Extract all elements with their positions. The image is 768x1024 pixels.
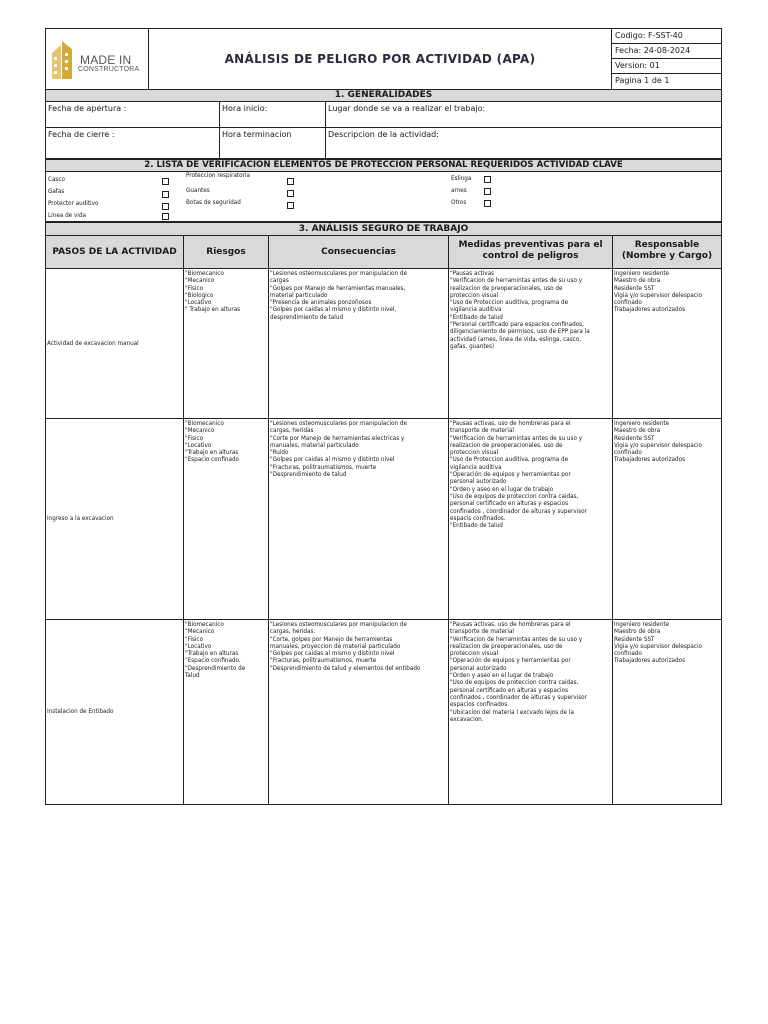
riesgos-line: "Espacio confinado.	[185, 657, 241, 665]
hora-inicio-label: Hora inicio:	[222, 104, 268, 113]
responsable-list	[614, 621, 720, 665]
medidas-line: "Pausas activas, uso de hombreras para el	[450, 420, 571, 427]
consecuencias-line: "Fracturas, politraumatismos, muerte	[270, 463, 377, 471]
title-cell	[148, 28, 612, 90]
descripcion-field[interactable]	[325, 127, 722, 159]
medidas-line: "Ubicacion del materia l excvado lejos de la	[450, 708, 574, 716]
consecuencias-line: material particulado	[270, 291, 328, 299]
epp-checkbox-eslinga[interactable]	[484, 176, 491, 183]
hora-terminacion-field[interactable]	[219, 127, 326, 159]
epp-checkbox-otros[interactable]	[484, 200, 491, 207]
table-cell-consecuencias	[268, 418, 449, 620]
medidas-line: "Uso de Proteccion auditiva, programa de	[450, 299, 569, 307]
medidas-line: "Entibado de talud	[450, 522, 503, 530]
col-header-medidas-line1: Medidas preventivas para el	[458, 240, 603, 250]
riesgos-line: "Biomecanico	[185, 621, 224, 628]
epp-checkbox-arnes[interactable]	[484, 188, 491, 195]
table-cell-riesgos	[183, 268, 269, 419]
medidas-line: personal autorizado	[450, 664, 507, 672]
consecuencias-line: "Lesiones osteomusculares por manipulacion de	[270, 270, 407, 277]
medidas-line: espacis confinados.	[450, 514, 506, 522]
medidas-line: transporte de material	[450, 628, 514, 636]
consecuencias-line: "Lesiones osteomusculares por manipulacion de	[270, 621, 407, 628]
responsable-line: Maestro de obra	[614, 427, 661, 435]
riesgos-line: "Mecanico	[185, 628, 215, 636]
medidas-list	[450, 621, 611, 723]
meta-version: Version: 01	[611, 58, 722, 74]
epp-checkbox-botas-de-seguridad[interactable]	[287, 202, 294, 209]
logo-text-constructora: CONSTRUCTORA	[78, 66, 140, 73]
riesgos-line: "Desprendimiento de	[185, 664, 246, 672]
medidas-line: confinados , coordinador de alturas y supervisor	[450, 693, 587, 701]
section-epp-title: 2. LISTA DE VERIFICACIÓN ELEMENTOS DE PROTECCIÓN PERSONAL REQUERIDOS ACTIVIDAD CLAVE	[45, 159, 722, 172]
medidas-line: personal certificado en alturas y espacios	[450, 686, 569, 694]
riesgos-line: "Biologico	[185, 291, 214, 299]
riesgos-list	[185, 621, 267, 679]
medidas-line: gafas, guantes)	[450, 342, 495, 350]
riesgos-line: "Biomecanico	[185, 270, 224, 277]
consecuencias-list	[270, 420, 447, 478]
table-cell-riesgos	[183, 619, 269, 805]
hora-terminacion-label: Hora terminacion	[222, 130, 292, 139]
medidas-line: "Verificacion de herramintas antes de su uso y	[450, 434, 583, 442]
table-cell-paso	[45, 418, 184, 620]
table-cell-consecuencias	[268, 619, 449, 805]
responsable-line: Trabajadores autorizados	[614, 456, 686, 464]
medidas-line: "Personal certificado para espacios confinados,	[450, 321, 584, 329]
consecuencias-line: "Golpes por caidas al mismo y distinto nivel,	[270, 306, 397, 314]
responsable-line: Ingeniero residente	[614, 621, 670, 628]
medidas-list	[450, 270, 611, 350]
responsable-line: Residente SST	[614, 434, 655, 442]
epp-checkbox-proteccion-respiratoria[interactable]	[287, 178, 294, 185]
consecuencias-line: "Ruido	[270, 449, 289, 457]
table-cell-medidas	[448, 619, 613, 805]
medidas-line: "Pausas activas	[450, 270, 495, 277]
medidas-line: "Verificacion de herramintas antes de su uso y	[450, 277, 583, 285]
logo-cell	[45, 28, 149, 90]
table-cell-responsable	[612, 418, 722, 620]
medidas-line: "Operación de equipos y herramientas por	[450, 657, 571, 665]
epp-label-guantes: Guantes	[186, 187, 210, 194]
col-header-consecuencias	[268, 235, 449, 269]
consecuencias-line: "Desprendimiento de talud y elementos del entibado	[270, 664, 421, 672]
medidas-line: excavacion.	[450, 715, 484, 723]
medidas-line: personal certificado en alturas y espacios	[450, 500, 569, 508]
medidas-line: "Orden y aseo en el lugar de trabajo	[450, 672, 554, 680]
medidas-line: realizacion de preoperacionales, uso de	[450, 441, 563, 449]
epp-checklist	[45, 171, 722, 222]
responsable-line: Vigia y/o supervisor delespacio	[614, 291, 703, 299]
table-cell-responsable	[612, 619, 722, 805]
medidas-line: proteccion visual	[450, 650, 499, 658]
fecha-apertura-field[interactable]	[45, 101, 220, 128]
epp-label-linea-de-vida: Linea de vida	[48, 212, 86, 219]
riesgos-line: "Mecanico	[185, 427, 215, 435]
meta-codigo: Codigo: F-SST-40	[611, 28, 722, 44]
consecuencias-list	[270, 270, 447, 321]
medidas-line: "Verificacion de herramintas antes de su uso y	[450, 635, 583, 643]
section-ast-title: 3. ANÁLISIS SEGURO DE TRABAJO	[45, 222, 722, 236]
consecuencias-list	[270, 621, 447, 672]
col-header-medidas	[448, 235, 613, 269]
riesgos-line: "Espacio confinado	[185, 456, 240, 464]
responsable-line: Vigia y/o supervisor delespacio	[614, 441, 703, 449]
responsable-line: confinado	[614, 299, 642, 307]
riesgos-line: "Biomecanico	[185, 420, 224, 427]
meta-cell	[611, 28, 722, 90]
table-cell-paso	[45, 619, 184, 805]
epp-label-otros: Otros	[451, 199, 467, 206]
table-cell-medidas	[448, 268, 613, 419]
riesgos-line: "Trabajo en alturas	[185, 650, 239, 658]
medidas-line: proteccion visual	[450, 449, 499, 457]
responsable-line: confinado	[614, 650, 642, 658]
responsable-line: Trabajadores autorizados	[614, 306, 686, 314]
col-header-consecuencias-label: Consecuencias	[321, 247, 396, 257]
medidas-list	[450, 420, 611, 529]
hora-inicio-field[interactable]	[219, 101, 326, 128]
fecha-cierre-field[interactable]	[45, 127, 220, 159]
riesgos-list	[185, 420, 267, 464]
consecuencias-line: "Presencia de animales ponzoñosos	[270, 299, 372, 307]
table-cell-responsable	[612, 268, 722, 419]
consecuencias-line: cargas	[270, 277, 289, 285]
meta-pagina: Pagina 1 de 1	[611, 73, 722, 90]
consecuencias-line: "Corte por Manejo de herramientas electricas y	[270, 434, 405, 442]
medidas-line: realizacion de preoperacionales, uso de	[450, 284, 563, 292]
col-header-responsable-line2: (Nombre y Cargo)	[621, 251, 713, 261]
medidas-line: "Orden y aseo en el lugar de trabajo	[450, 485, 554, 493]
epp-checkbox-gafas[interactable]	[162, 191, 169, 198]
activity-step-label: Ingreso a la excavacion	[47, 515, 114, 523]
riesgos-line: "Fisico	[185, 635, 204, 643]
responsable-line: Vigia y/o supervisor delespacio	[614, 642, 703, 650]
medidas-line: "Uso de Proteccion auditiva, programa de	[450, 456, 569, 464]
consecuencias-line: "Lesiones osteomusculares por manipulacion de	[270, 420, 407, 427]
consecuencias-line: manuales, material particulado	[270, 441, 359, 449]
descripcion-label: Descripcion de la actividad:	[328, 130, 439, 139]
col-header-responsable-line1: Responsable	[634, 240, 700, 250]
epp-label-botas-de-seguridad: Botas de seguridad	[186, 199, 241, 206]
logo-text-made-in: MADE IN	[80, 53, 132, 67]
responsable-list	[614, 420, 720, 464]
riesgos-line: "Fisico	[185, 284, 204, 292]
medidas-line: "Uso de equipos de proteccion contra caidas,	[450, 492, 579, 500]
responsable-line: Ingeniero residente	[614, 270, 670, 277]
fecha-cierre-label: Fecha de cierre :	[48, 130, 115, 139]
consecuencias-line: desprendimiento de talud	[270, 313, 344, 321]
consecuencias-line: "Golpes por caidas al mismo y distinto nivel	[270, 456, 395, 464]
riesgos-line: "Trabajo en alturas	[185, 449, 239, 457]
table-cell-medidas	[448, 418, 613, 620]
medidas-line: realizacion de preoperacionales, uso de	[450, 642, 563, 650]
col-header-riesgos-label: Riesgos	[206, 247, 246, 257]
epp-checkbox-protector-auditivo[interactable]	[162, 203, 169, 210]
riesgos-line: Talud	[185, 672, 200, 680]
responsable-line: Maestro de obra	[614, 628, 661, 636]
medidas-line: transporte de material	[450, 427, 514, 435]
riesgos-line: "Locativo	[185, 299, 212, 307]
lugar-field[interactable]	[325, 101, 722, 128]
riesgos-line: " Trabajo en alturas	[185, 306, 241, 314]
activity-step-label: Actividad de excavacion manual	[47, 339, 139, 347]
col-header-riesgos	[183, 235, 269, 269]
col-header-medidas-line2: control de peligros	[482, 251, 579, 261]
page-title: ANÁLISIS DE PELIGRO POR ACTIVIDAD (APA)	[224, 52, 536, 66]
consecuencias-line: cargas, heridas	[270, 427, 314, 435]
section-generalidades-title: 1. GENERALIDADES	[45, 89, 722, 102]
col-header-responsable	[612, 235, 722, 269]
responsable-line: Ingeniero residente	[614, 420, 670, 427]
consecuencias-line: "Golpes por caidas al mismo y distinto nivel	[270, 650, 395, 658]
responsable-line: Residente SST	[614, 635, 655, 643]
medidas-line: vigilancia auditiva	[450, 463, 502, 471]
consecuencias-line: "Fracturas, politraumatismos, muerte	[270, 657, 377, 665]
epp-label-gafas: Gafas	[48, 188, 65, 195]
medidas-line: "Entibado de talud	[450, 313, 503, 321]
epp-checkbox-guantes[interactable]	[287, 190, 294, 197]
consecuencias-line: "Desprendimiento de talud	[270, 471, 347, 479]
col-header-pasos-label: PASOS DE LA ACTIVIDAD	[52, 247, 177, 257]
epp-label-proteccion-respiratoria: Proteccion respiratoria	[186, 172, 250, 179]
epp-checkbox-casco[interactable]	[162, 178, 169, 185]
medidas-line: "Operación de equipos y herramientas por	[450, 471, 571, 479]
responsable-line: Residente SST	[614, 284, 655, 292]
medidas-line: diligenciamiento de permisos, uso de EPP para la	[450, 328, 590, 336]
medidas-line: "Pausas activas, uso de hombreras para el	[450, 621, 571, 628]
medidas-line: personal autorizado	[450, 478, 507, 486]
epp-label-eslinga: Eslinga	[451, 175, 472, 182]
activity-step-label: Instalacion de Entibado	[47, 708, 114, 716]
building-logo-icon	[52, 39, 76, 79]
responsable-list	[614, 270, 720, 314]
epp-label-protector-auditivo: Protector auditivo	[48, 200, 99, 207]
fecha-apertura-label: Fecha de apertura :	[48, 104, 127, 113]
meta-fecha: Fecha: 24-08-2024	[611, 43, 722, 59]
epp-label-casco: Casco	[48, 176, 65, 183]
medidas-line: "Uso de equipos de proteccion contra caidas,	[450, 679, 579, 687]
medidas-line: vigilancia auditiva	[450, 306, 502, 314]
responsable-line: confinado	[614, 449, 642, 457]
responsable-line: Maestro de obra	[614, 277, 661, 285]
table-cell-riesgos	[183, 418, 269, 620]
medidas-line: confinados , coordinador de alturas y supervisor	[450, 507, 587, 515]
table-cell-consecuencias	[268, 268, 449, 419]
epp-label-arnes: arnes	[451, 187, 467, 194]
riesgos-line: "Fisico	[185, 434, 204, 442]
medidas-line: actividad (arnes, linea de vida, eslinga, casco,	[450, 335, 582, 343]
medidas-line: espacios confinados.	[450, 701, 510, 709]
riesgos-line: "Locativo	[185, 642, 212, 650]
consecuencias-line: "Corte, golpes por Manejo de herramientas	[270, 635, 393, 643]
consecuencias-line: manuales, proyeccion de material particulado	[270, 642, 401, 650]
medidas-line: proteccion visual	[450, 291, 499, 299]
lugar-label: Lugar donde se va a realizar el trabajo:	[328, 104, 486, 113]
consecuencias-line: cargas, heridas.	[270, 628, 316, 636]
table-cell-paso	[45, 268, 184, 419]
riesgos-line: "Mecanico	[185, 277, 215, 285]
riesgos-line: "Locativo	[185, 441, 212, 449]
responsable-line: Trabajadores autorizados	[614, 657, 686, 665]
col-header-pasos	[45, 235, 184, 269]
riesgos-list	[185, 270, 267, 314]
epp-checkbox-linea-de-vida[interactable]	[162, 213, 169, 220]
consecuencias-line: "Golpes por Manejo de herramientas manuales,	[270, 284, 406, 292]
